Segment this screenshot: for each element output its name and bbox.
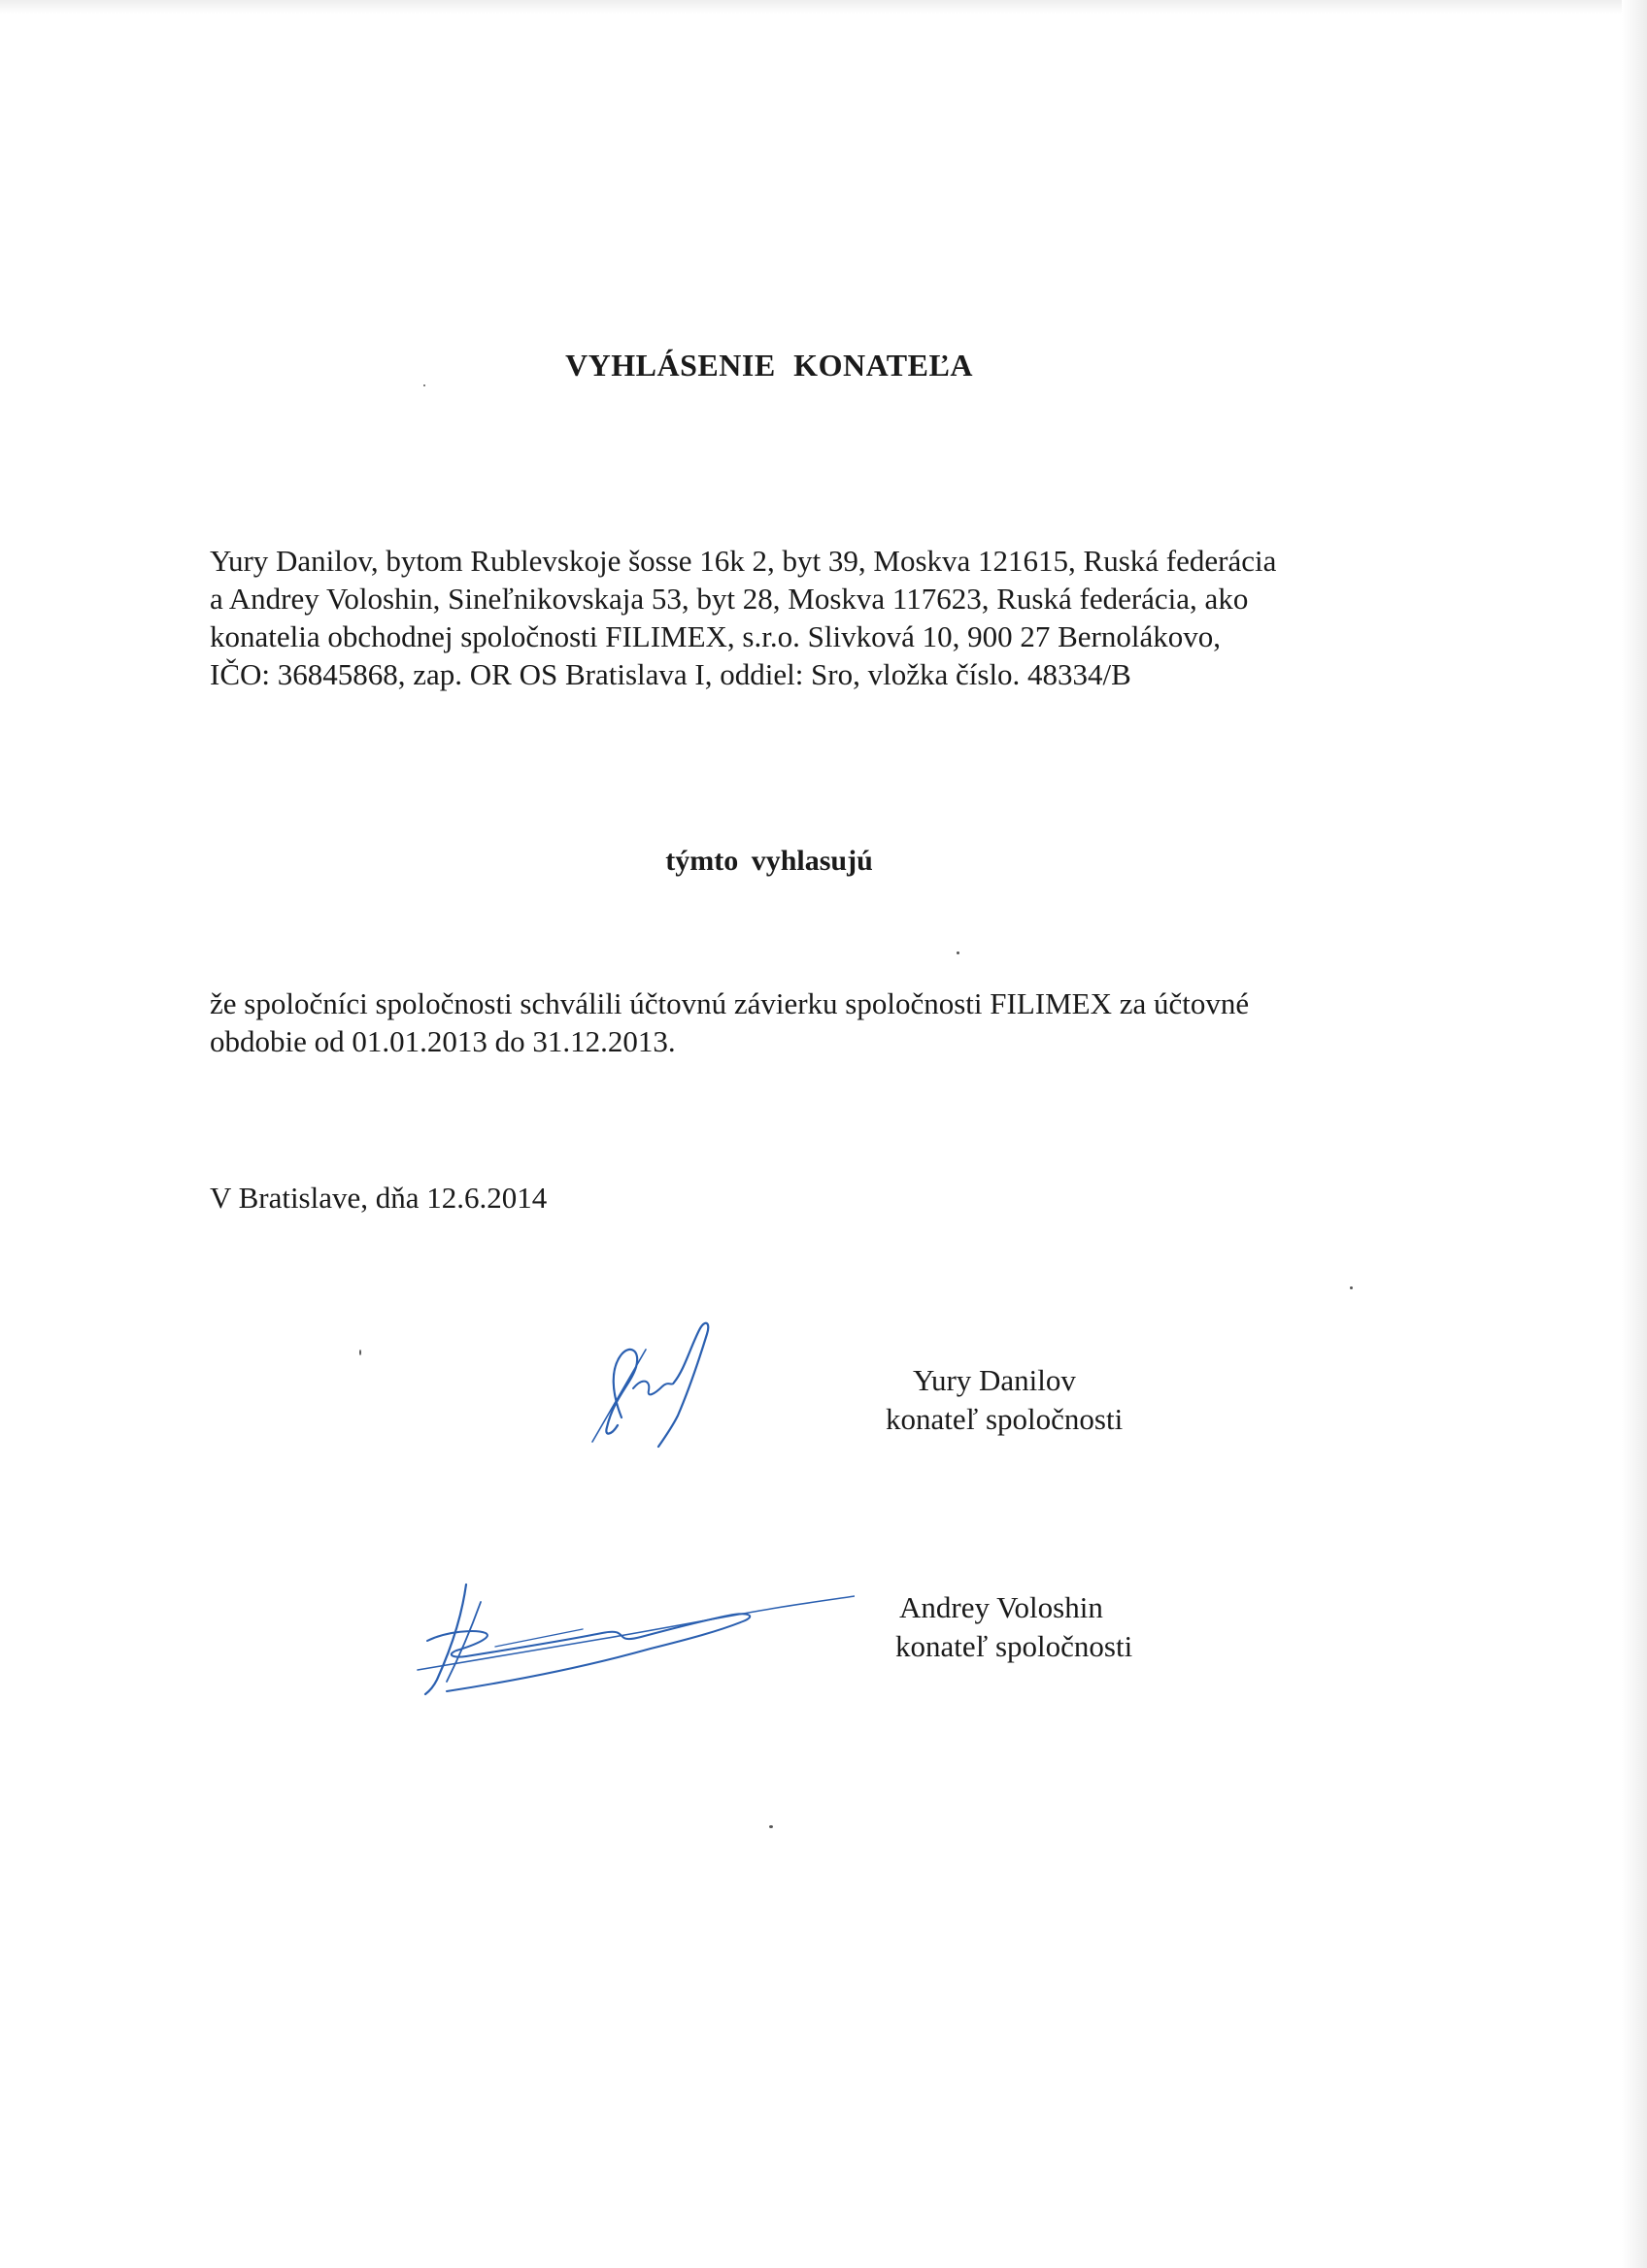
body-line: obdobie od 01.01.2013 do 31.12.2013. [210,1024,676,1058]
signatory-name: Andrey Voloshin [899,1590,1103,1624]
intro-line: IČO: 36845868, zap. OR OS Bratislava I, oddiel: Sro, vložka číslo. 48334/B [210,657,1131,691]
intro-line: konatelia obchodnej spoločnosti FILIMEX, s.r.o. Slivková 10, 900 27 Bernolákovo, [210,619,1221,653]
signature-andrey-voloshin [408,1573,855,1699]
declaration-heading: týmto vyhlasujú [665,845,873,877]
body-line: že spoločníci spoločnosti schválili účtovnú závierku spoločnosti FILIMEX za účtovné [210,986,1250,1020]
signatory-block [895,1588,1133,1666]
signatory-role: konateľ spoločnosti [886,1402,1124,1436]
signatory-role: konateľ spoločnosti [895,1629,1133,1663]
scan-speck [957,951,959,954]
intro-paragraph [210,542,1276,693]
signature-yury-danilov [554,1301,748,1456]
intro-line: a Andrey Voloshin, Sineľnikovskaja 53, byt 28, Moskva 117623, Ruská federácia, ako [210,582,1249,616]
scan-edge-right [1622,0,1647,2268]
signatory-block [886,1361,1123,1439]
scan-edge-top [0,0,1647,14]
intro-line: Yury Danilov, bytom Rublevskoje šosse 16k 2, byt 39, Moskva 121615, Ruská federácia [210,544,1277,578]
place-and-date: V Bratislave, dňa 12.6.2014 [210,1181,548,1215]
scan-speck [359,1350,361,1355]
signatory-name: Yury Danilov [913,1363,1076,1397]
scan-speck [423,384,425,386]
scan-speck [1350,1286,1353,1289]
scan-speck [769,1825,773,1828]
document-title: VYHLÁSENIE KONATEĽA [565,348,973,383]
body-paragraph [210,984,1249,1060]
